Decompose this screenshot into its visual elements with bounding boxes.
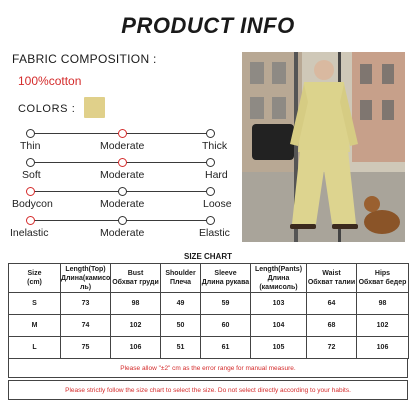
scale-label-middle: Moderate (100, 227, 145, 239)
scale-label-right: Hard (205, 169, 228, 181)
table-cell: 59 (201, 293, 251, 315)
elasticity-scale (28, 216, 214, 226)
scale-label-right: Elastic (199, 227, 230, 239)
scale-dot-left (26, 187, 35, 196)
scale-dot-left (26, 129, 35, 138)
thickness-scale (28, 129, 214, 139)
error-range-note: Please allow "±2" cm as the error range for manual measure. (8, 358, 408, 378)
scale-dot-right (206, 129, 215, 138)
table-cell: 106 (111, 337, 161, 359)
table-row (9, 337, 409, 359)
scale-dot-right (206, 158, 215, 167)
color-swatch[interactable] (84, 97, 105, 118)
col-header-length-pants: Length(Pants) Длина (камисоль) (251, 264, 307, 293)
col-header-bust: Bust Обхват груди (111, 264, 161, 293)
table-cell: 61 (201, 337, 251, 359)
table-cell: 106 (357, 337, 409, 359)
col-header-size: Size (cm) (9, 264, 61, 293)
col-header-sleeve: Sleeve Длина рукава (201, 264, 251, 293)
col-header-hips: Hips Обхват бедер (357, 264, 409, 293)
table-cell: 104 (251, 315, 307, 337)
scale-label-middle: Moderate (100, 198, 145, 210)
col-header-length-top: Length(Top) Длина(камисо ль) (61, 265, 111, 291)
size-chart-table (8, 263, 409, 359)
table-cell: L (9, 337, 61, 359)
table-cell: 75 (61, 337, 111, 359)
scale-dot-middle (118, 158, 127, 167)
scale-dot-middle (118, 129, 127, 138)
table-cell: S (9, 293, 61, 315)
table-header-row (9, 264, 409, 293)
scale-label-left: Soft (22, 169, 41, 181)
table-cell: 98 (111, 293, 161, 315)
scale-label-middle: Moderate (100, 140, 145, 152)
table-cell: 102 (111, 315, 161, 337)
col-header-waist: Waist Обхват талии (307, 264, 357, 293)
table-cell: 103 (251, 293, 307, 315)
scale-dot-middle (118, 187, 127, 196)
scale-label-middle: Moderate (100, 169, 145, 181)
scale-dot-left (26, 216, 35, 225)
table-cell: 74 (61, 315, 111, 337)
fabric-composition-label: FABRIC COMPOSITION : (12, 52, 157, 66)
scale-dot-right (206, 187, 215, 196)
table-row (9, 315, 409, 337)
colors-label: COLORS : (18, 103, 76, 115)
table-cell: 64 (307, 293, 357, 315)
fit-scale (28, 187, 214, 197)
table-row (9, 293, 409, 315)
table-cell: 68 (307, 315, 357, 337)
table-cell: 49 (161, 293, 201, 315)
scale-label-left: Thin (20, 140, 41, 152)
product-photo-illustration (242, 52, 405, 242)
size-chart-title: SIZE CHART (184, 252, 232, 261)
scale-label-left: Inelastic (10, 227, 49, 239)
table-cell: 102 (357, 315, 409, 337)
col-header-shoulder: Shoulder Плеча (161, 264, 201, 293)
hardness-scale (28, 158, 214, 168)
table-cell: 72 (307, 337, 357, 359)
scale-dot-right (206, 216, 215, 225)
table-cell: 105 (251, 337, 307, 359)
scale-dot-left (26, 158, 35, 167)
table-cell: 51 (161, 337, 201, 359)
scale-dot-middle (118, 216, 127, 225)
table-cell: M (9, 315, 61, 337)
scale-label-left: Bodycon (12, 198, 53, 210)
table-cell: 60 (201, 315, 251, 337)
page-title: PRODUCT INFO (121, 13, 295, 38)
fabric-composition-value: 100%cotton (18, 74, 82, 88)
table-cell: 50 (161, 315, 201, 337)
table-cell: 98 (357, 293, 409, 315)
scale-label-right: Thick (202, 140, 228, 152)
table-cell: 73 (61, 293, 111, 315)
scale-label-right: Loose (203, 198, 232, 210)
product-photo (242, 52, 405, 242)
size-selection-note: Please strictly follow the size chart to select the size. Do not select directly according to your habits. (8, 380, 408, 400)
